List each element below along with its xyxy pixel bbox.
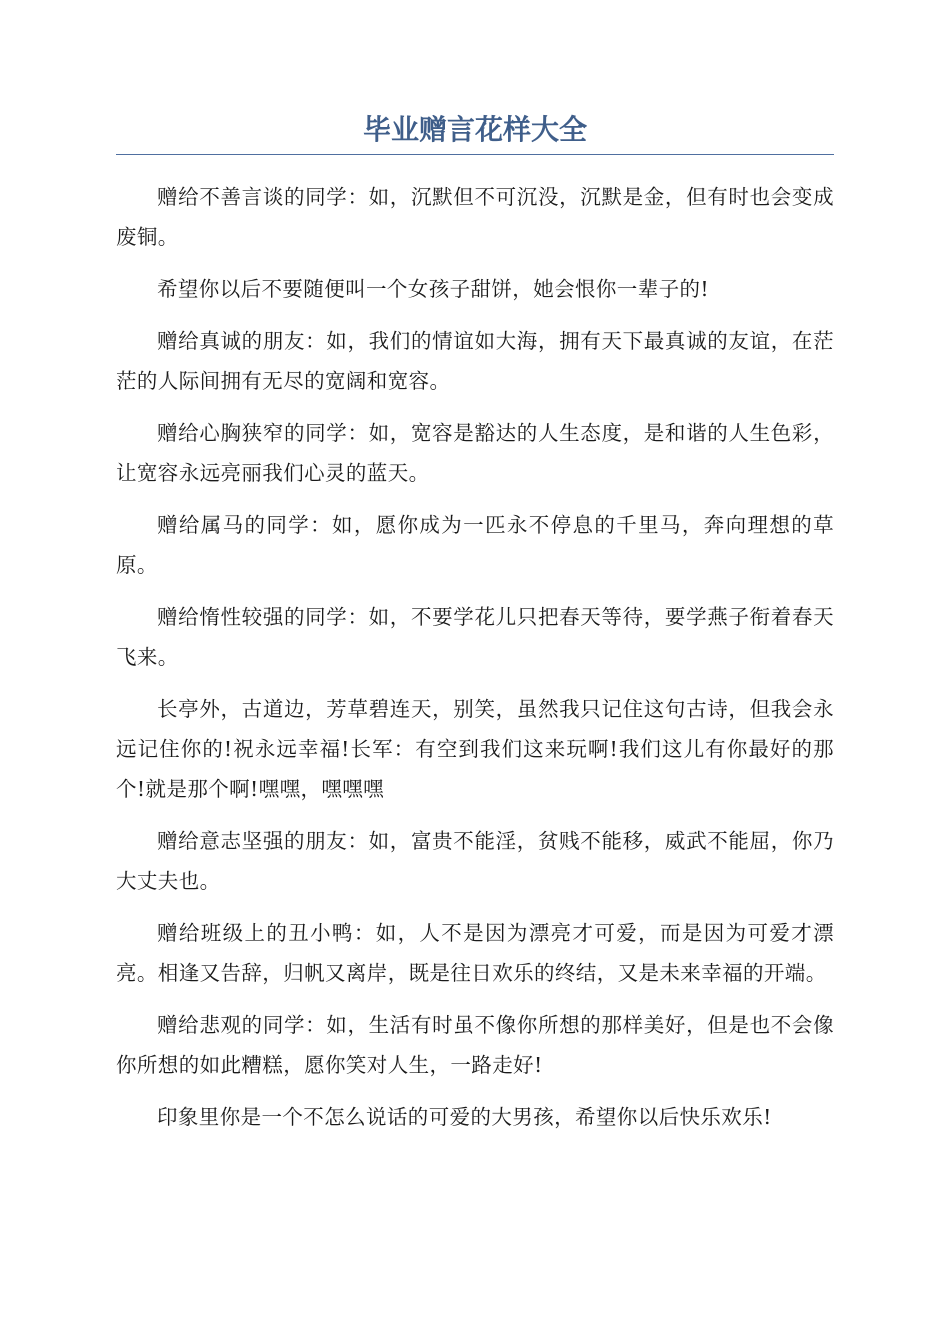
- document-content: [116, 110, 834, 1149]
- paragraph: 赠给不善言谈的同学：如，沉默但不可沉没，沉默是金，但有时也会变成废铜。: [116, 185, 834, 249]
- paragraph: 赠给属马的同学：如，愿你成为一匹永不停息的千里马，奔向理想的草原。: [116, 513, 834, 577]
- paragraph: 赠给悲观的同学：如，生活有时虽不像你所想的那样美好，但是也不会像你所想的如此糟糕，愿你笑对人生，一路走好!: [116, 1013, 834, 1077]
- paragraph: 赠给惰性较强的同学：如，不要学花儿只把春天等待，要学燕子衔着春天飞来。: [116, 605, 834, 669]
- paragraph: 赠给意志坚强的朋友：如，富贵不能淫，贫贱不能移，威武不能屈，你乃大丈夫也。: [116, 829, 834, 893]
- paragraph: 长亭外，古道边，芳草碧连天，别笑，虽然我只记住这句古诗，但我会永远记住你的!祝永远幸福!长军：有空到我们这来玩啊!我们这儿有你最好的那个!就是那个啊!嘿嘿，嘿嘿嘿: [116, 697, 834, 801]
- title-underline: [116, 154, 834, 155]
- paragraph: 赠给心胸狭窄的同学：如，宽容是豁达的人生态度，是和谐的人生色彩，让宽容永远亮丽我们心灵的蓝天。: [116, 421, 834, 485]
- paragraph: 赠给班级上的丑小鸭：如，人不是因为漂亮才可爱，而是因为可爱才漂亮。相逢又告辞，归帆又离岸，既是往日欢乐的终结，又是未来幸福的开端。: [116, 921, 834, 985]
- document-title: 毕业赠言花样大全: [362, 113, 587, 146]
- paragraph: 希望你以后不要随便叫一个女孩子甜饼，她会恨你一辈子的!: [157, 277, 710, 301]
- paragraph: 印象里你是一个不怎么说话的可爱的大男孩，希望你以后快乐欢乐!: [157, 1105, 772, 1129]
- paragraph: 赠给真诚的朋友：如，我们的情谊如大海，拥有天下最真诚的友谊，在茫茫的人际间拥有无尽的宽阔和宽容。: [116, 329, 834, 393]
